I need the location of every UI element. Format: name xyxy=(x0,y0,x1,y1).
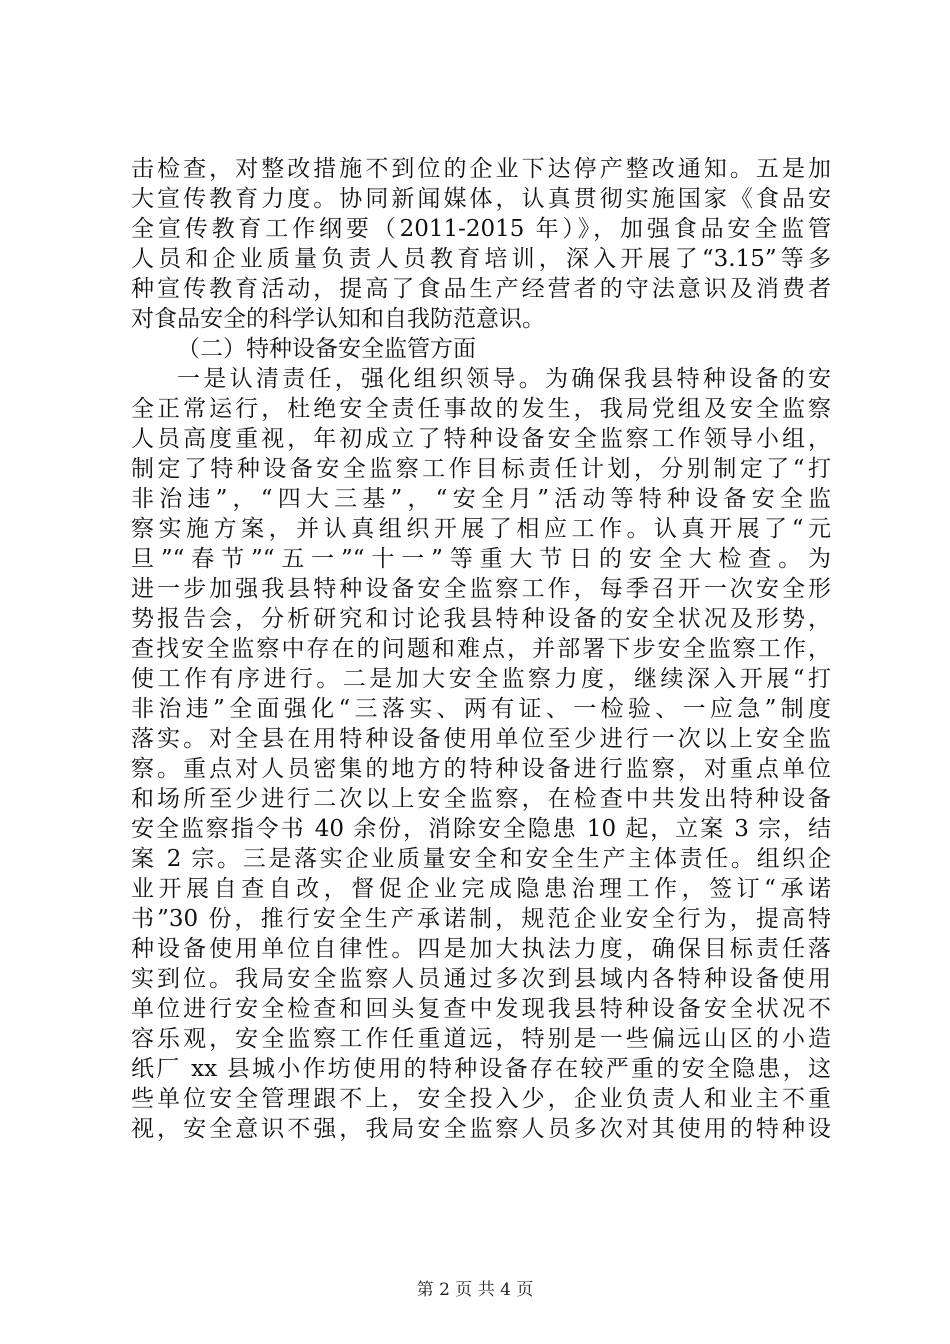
text-line: 些单位安全管理跟不上，安全投入少，企业负责人和业主不重 xyxy=(131,1086,831,1112)
text-line: 人员和企业质量负责人员教育培训，深入开展了“3.15”等多 xyxy=(131,246,831,272)
text-line: 单位进行安全检查和回头复查中发现我县特种设备安全状况不 xyxy=(131,996,831,1022)
text-line: 察实施方案，并认真组织开展了相应工作。认真开展了“元 xyxy=(131,516,831,542)
text-line: 和场所至少进行二次以上安全监察，在检查中共发出特种设备 xyxy=(131,786,831,812)
text-line: 使工作有序进行。二是加大安全监察力度，继续深入开展“打 xyxy=(131,666,831,692)
text-line: 大宣传教育力度。协同新闻媒体，认真贯彻实施国家《食品安 xyxy=(131,186,831,212)
text-line: 容乐观，安全监察工作任重道远，特别是一些偏远山区的小造 xyxy=(131,1026,831,1052)
text-line: 制定了特种设备安全监察工作目标责任计划，分别制定了“打 xyxy=(131,456,831,482)
text-line: 实到位。我局安全监察人员通过多次到县域内各特种设备使用 xyxy=(131,966,831,992)
text-line: 势报告会，分析研究和讨论我县特种设备的安全状况及形势， xyxy=(131,606,831,632)
text-line: 非治违”全面强化“三落实、两有证、一检验、一应急”制度 xyxy=(131,696,831,722)
text-line: 击检查，对整改措施不到位的企业下达停产整改通知。五是加 xyxy=(131,156,831,182)
text-line: 一是认清责任，强化组织领导。为确保我县特种设备的安 xyxy=(177,366,831,392)
section-heading: （二）特种设备安全监管方面 xyxy=(177,336,476,362)
text-line: 非治违”，“四大三基”，“安全月”活动等特种设备安全监 xyxy=(131,486,831,512)
text-line: 书”30 份，推行安全生产承诺制，规范企业安全行为，提高特 xyxy=(131,906,831,932)
text-line: 察。重点对人员密集的地方的特种设备进行监察，对重点单位 xyxy=(131,756,831,782)
text-line: 案 2 宗。三是落实企业质量安全和安全生产主体责任。组织企 xyxy=(131,846,831,872)
text-line: 旦”“春节”“五一”“十一”等重大节日的安全大检查。为 xyxy=(131,546,831,572)
document-body xyxy=(131,154,831,1144)
text-line: 进一步加强我县特种设备安全监察工作，每季召开一次安全形 xyxy=(131,576,831,602)
text-line: 全正常运行，杜绝安全责任事故的发生，我局党组及安全监察 xyxy=(131,396,831,422)
text-line: 对食品安全的科学认知和自我防范意识。 xyxy=(131,306,545,332)
text-line: 纸厂 xx 县城小作坊使用的特种设备存在较严重的安全隐患，这 xyxy=(131,1056,831,1082)
text-line: 安全监察指令书 40 余份，消除安全隐患 10 起，立案 3 宗，结 xyxy=(131,816,831,842)
text-line: 视，安全意识不强，我局安全监察人员多次对其使用的特种设 xyxy=(131,1116,831,1142)
page-number-footer: 第 2 页 共 4 页 xyxy=(416,1280,534,1300)
text-line: 全宣传教育工作纲要（2011-2015 年）》，加强食品安全监管 xyxy=(131,216,831,242)
text-line: 查找安全监察中存在的问题和难点，并部署下步安全监察工作， xyxy=(131,636,831,662)
text-line: 种设备使用单位自律性。四是加大执法力度，确保目标责任落 xyxy=(131,936,831,962)
text-line: 人员高度重视，年初成立了特种设备安全监察工作领导小组， xyxy=(131,426,831,452)
text-line: 落实。对全县在用特种设备使用单位至少进行一次以上安全监 xyxy=(131,726,831,752)
text-line: 种宣传教育活动，提高了食品生产经营者的守法意识及消费者 xyxy=(131,276,831,302)
text-line: 业开展自查自改，督促企业完成隐患治理工作，签订“承诺 xyxy=(131,876,831,902)
